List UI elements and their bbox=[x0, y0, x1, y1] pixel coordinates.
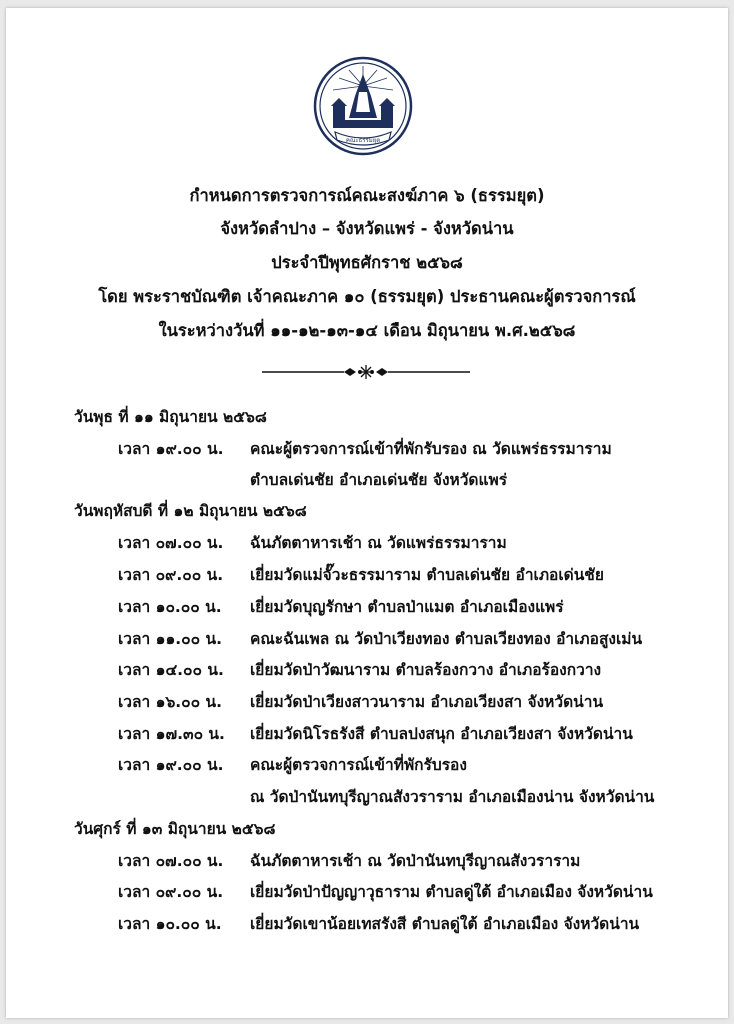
schedule-row bbox=[118, 879, 718, 901]
svg-text:คณะธรรมยุต: คณะธรรมยุต bbox=[345, 137, 381, 144]
schedule-description: คณะผู้ตรวจการณ์เข้าที่พักรับรอง ณ วัดแพร่ธรรมาราม bbox=[250, 440, 612, 458]
day-heading-thursday: วันพฤหัสบดี ที่ ๑๒ มิถุนายน ๒๕๖๘ bbox=[74, 502, 307, 520]
schedule-time: เวลา ๑๔.๐๐ น. bbox=[118, 661, 224, 679]
schedule-row bbox=[118, 752, 718, 774]
schedule-continuation: ตำบลเด่นชัย อำเภอเด่นชัย จังหวัดแพร่ bbox=[250, 471, 508, 489]
schedule-time: เวลา ๐๗.๐๐ น. bbox=[118, 534, 224, 552]
schedule-time: เวลา ๑๐.๐๐ น. bbox=[118, 598, 222, 616]
schedule-row bbox=[118, 848, 718, 870]
schedule-row bbox=[118, 721, 718, 743]
schedule-description: เยี่ยมวัดป่าเวียงสาวนาราม อำเภอเวียงสา จังหวัดน่าน bbox=[250, 693, 604, 711]
schedule-row bbox=[118, 626, 718, 648]
title-line-1: กำหนดการตรวจการณ์คณะสงฆ์ภาค ๖ (ธรรมยุต) bbox=[189, 186, 545, 205]
schedule-time: เวลา ๑๖.๐๐ น. bbox=[118, 693, 222, 711]
title-line-2: จังหวัดลำปาง – จังหวัดแพร่ - จังหวัดน่าน bbox=[220, 219, 514, 238]
title-line-3: ประจำปีพุทธศักราช ๒๕๖๘ bbox=[271, 253, 463, 272]
dhammayut-seal-icon bbox=[313, 56, 413, 156]
schedule-row bbox=[118, 689, 718, 711]
schedule-description: ฉันภัตตาหารเช้า ณ วัดแพร่ธรรมาราม bbox=[250, 534, 507, 552]
schedule-time: เวลา ๑๗.๓๐ น. bbox=[118, 725, 225, 743]
schedule-description: คณะผู้ตรวจการณ์เข้าที่พักรับรอง bbox=[250, 756, 467, 774]
schedule-time: เวลา ๐๙.๐๐ น. bbox=[118, 883, 224, 901]
schedule-description: เยี่ยมวัดแม่จั๊วะธรรมาราม ตำบลเด่นชัย อำเภอเด่นชัย bbox=[250, 566, 604, 584]
title-line-5: ในระหว่างวันที่ ๑๑-๑๒-๑๓-๑๔ เดือน มิถุนายน พ.ศ.๒๕๖๘ bbox=[158, 321, 576, 340]
schedule-time: เวลา ๑๙.๐๐ น. bbox=[118, 756, 224, 774]
schedule-description: คณะฉันเพล ณ วัดป่าเวียงทอง ตำบลเวียงทอง อำเภอสูงเม่น bbox=[250, 630, 643, 648]
ornamental-divider-icon bbox=[260, 362, 472, 382]
title-line-4: โดย พระราชบัณฑิต เจ้าคณะภาค ๑๐ (ธรรมยุต) ประธานคณะผู้ตรวจการณ์ bbox=[98, 287, 636, 306]
schedule-row bbox=[118, 911, 718, 933]
schedule-row bbox=[118, 594, 718, 616]
day-heading-wednesday: วันพุธ ที่ ๑๑ มิถุนายน ๒๕๖๘ bbox=[74, 408, 267, 426]
schedule-description: เยี่ยมวัดเขาน้อยเทสรังสี ตำบลดู่ใต้ อำเภอเมือง จังหวัดน่าน bbox=[250, 915, 640, 933]
schedule-row bbox=[118, 436, 718, 458]
schedule-description: เยี่ยมวัดป่าปัญญาวุธาราม ตำบลดู่ใต้ อำเภอเมือง จังหวัดน่าน bbox=[250, 883, 653, 901]
schedule-row bbox=[118, 530, 718, 552]
day-heading-friday: วันศุกร์ ที่ ๑๓ มิถุนายน ๒๕๖๘ bbox=[74, 820, 276, 838]
schedule-time: เวลา ๑๙.๐๐ น. bbox=[118, 440, 224, 458]
schedule-description: เยี่ยมวัดนิโรธรังสี ตำบลปงสนุก อำเภอเวียงสา จังหวัดน่าน bbox=[250, 725, 633, 743]
schedule-description: เยี่ยมวัดบุญรักษา ตำบลป่าแมต อำเภอเมืองแพร่ bbox=[250, 598, 564, 616]
schedule-row bbox=[118, 657, 718, 679]
schedule-description: เยี่ยมวัดป่าวัฒนาราม ตำบลร้องกวาง อำเภอร้องกวาง bbox=[250, 661, 602, 679]
schedule-continuation: ณ วัดป่านันทบุรีญาณสังวราราม อำเภอเมืองน่าน จังหวัดน่าน bbox=[250, 788, 655, 806]
schedule-time: เวลา ๑๑.๐๐ น. bbox=[118, 630, 222, 648]
schedule-description: ฉันภัตตาหารเช้า ณ วัดป่านันทบุรีญาณสังวราราม bbox=[250, 852, 581, 870]
schedule-time: เวลา ๐๗.๐๐ น. bbox=[118, 852, 224, 870]
schedule-row bbox=[118, 562, 718, 584]
schedule-time: เวลา ๐๙.๐๐ น. bbox=[118, 566, 224, 584]
schedule-time: เวลา ๑๐.๐๐ น. bbox=[118, 915, 222, 933]
